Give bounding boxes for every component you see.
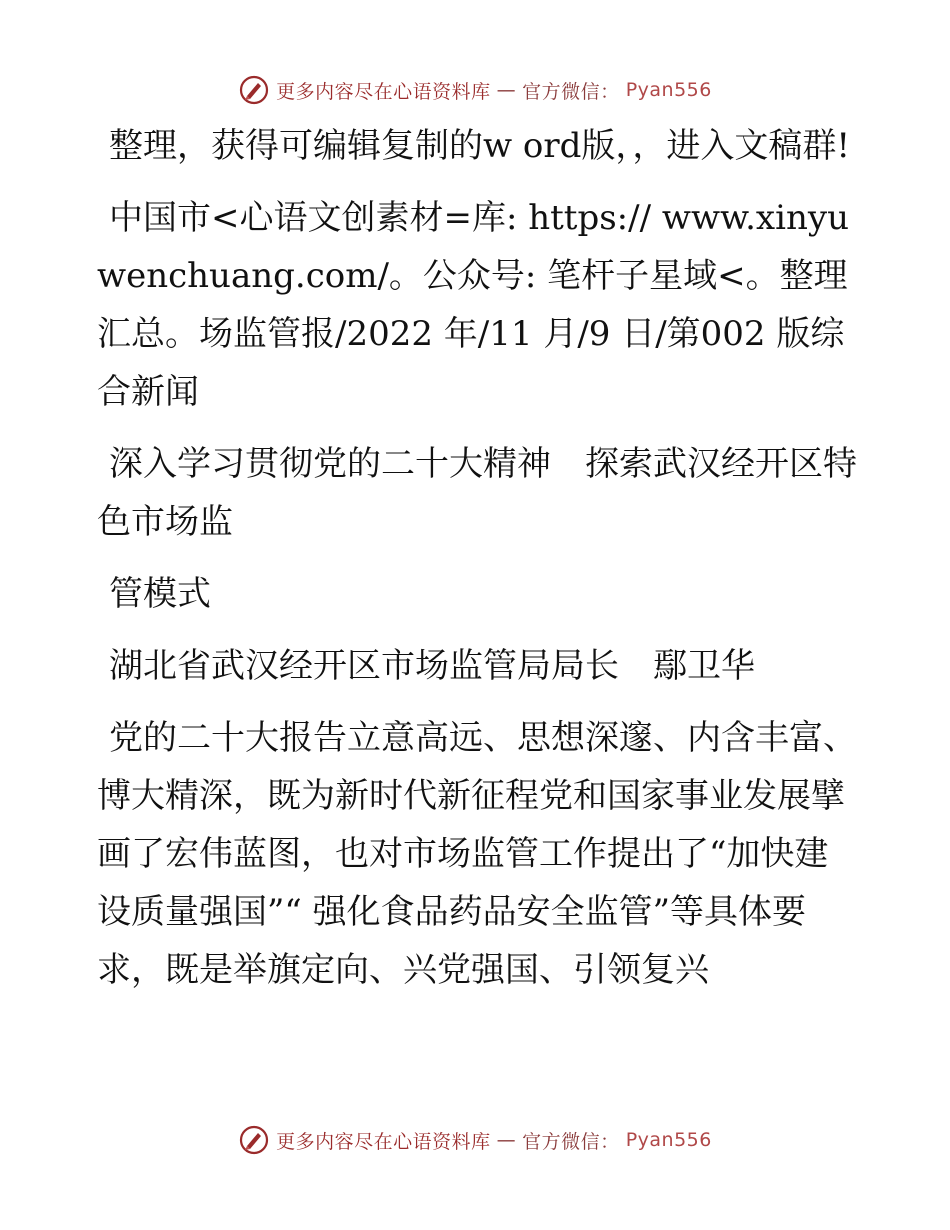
banner-wechat-id: Pyan556 — [625, 79, 712, 101]
banner-sub-text: 官方微信： — [522, 1130, 620, 1153]
paragraph-intro: 整理，获得可编辑复制的w ord版，，进入文稿群! — [109, 126, 851, 166]
banner-dash: — — [496, 79, 517, 101]
paragraph-source: 中国市<心语文创素材=库: https:// www.xinyuwenchuang.com/。公众号: 笔杆子星域<。整理汇总。场监管报/2022 年/11 月/9 日/第002 版综合新闻 — [97, 198, 849, 412]
article-author: 湖北省武汉经开区市场监管局局长 鄢卫华 — [109, 646, 755, 686]
watermark-banner-footer — [238, 1124, 712, 1156]
pen-logo-icon — [238, 74, 270, 106]
document-body — [97, 117, 857, 1013]
banner-main-text: 更多内容尽在心语资料库 — [276, 1130, 491, 1153]
article-title-line1: 深入学习贯彻党的二十大精神 探索武汉经开区特色市场监 — [97, 444, 857, 542]
page-footer-banner — [0, 1120, 950, 1160]
article-title-line2: 管模式 — [109, 574, 211, 614]
banner-wechat-id: Pyan556 — [625, 1129, 712, 1151]
paragraph-body: 党的二十大报告立意高远、思想深邃、内含丰富、博大精深，既为新时代新征程党和国家事业发展擘画了宏伟蓝图，也对市场监管工作提出了“加快建设质量强国”“ 强化食品药品安全监管”等具体要求，既是举旗定向、兴党强国、引领复兴 — [97, 718, 857, 990]
watermark-banner — [238, 74, 712, 106]
banner-dash: — — [496, 1129, 517, 1151]
page-header-banner — [0, 70, 950, 110]
pen-logo-icon — [238, 1124, 270, 1156]
banner-sub-text: 官方微信： — [522, 80, 620, 103]
banner-main-text: 更多内容尽在心语资料库 — [276, 80, 491, 103]
